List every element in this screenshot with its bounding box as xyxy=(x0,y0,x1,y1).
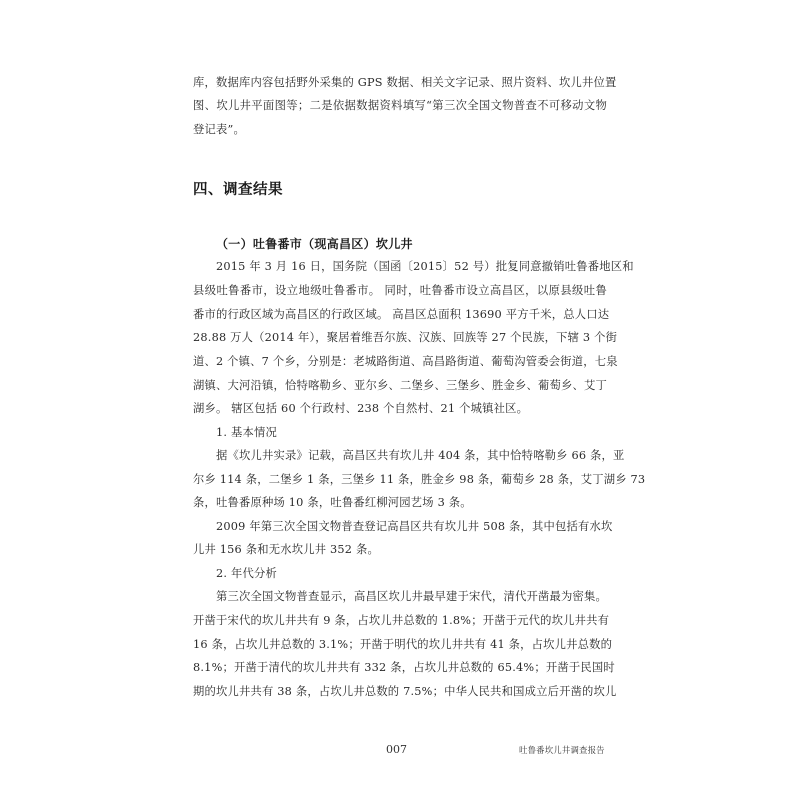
body-text-line: 16 条，占坎儿井总数的 3.1%；开凿于明代的坎儿井共有 41 条，占坎儿井总数的 xyxy=(193,638,613,651)
subsection-heading: （一）吐鲁番市（现高昌区）坎儿井 xyxy=(216,237,413,251)
page-number: 007 xyxy=(386,743,407,756)
section-heading: 四、调查结果 xyxy=(193,182,283,198)
body-text-line: 县级吐鲁番市，设立地级吐鲁番市。 同时，吐鲁番市设立高昌区，以原县级吐鲁 xyxy=(193,284,607,297)
body-text-line: 8.1%；开凿于清代的坎儿井共有 332 条，占坎儿井总数的 65.4%；开凿于民国时 xyxy=(193,661,615,674)
body-text-line: 28.88 万人（2014 年），聚居着维吾尔族、汉族、回族等 27 个民族，下辖 3 个街 xyxy=(193,331,618,344)
item-heading: 2. 年代分析 xyxy=(216,567,277,580)
body-text-line: 开凿于宋代的坎儿井共有 9 条，占坎儿井总数的 1.8%；开凿于元代的坎儿井共有 xyxy=(193,614,610,627)
item-heading: 1. 基本情况 xyxy=(216,426,277,439)
body-text-line: 儿井 156 条和无水坎儿井 352 条。 xyxy=(193,543,379,556)
body-text-line: 登记表”。 xyxy=(193,123,245,136)
running-footer-title: 吐鲁番坎儿井调查报告 xyxy=(519,745,605,755)
body-text-line: 尔乡 114 条，二堡乡 1 条，三堡乡 11 条，胜金乡 98 条，葡萄乡 28 条，艾丁湖乡 73 xyxy=(193,473,646,486)
body-text-line: 2009 年第三次全国文物普查登记高昌区共有坎儿井 508 条，其中包括有水坎 xyxy=(216,520,613,533)
body-text-line: 第三次全国文物普查显示，高昌区坎儿井最早建于宋代，清代开凿最为密集。 xyxy=(216,590,607,603)
body-text-line: 湖镇、大河沿镇，恰特喀勒乡、亚尔乡、二堡乡、三堡乡、胜金乡、葡萄乡、艾丁 xyxy=(193,379,607,392)
body-text-line: 期的坎儿井共有 38 条，占坎儿井总数的 7.5%；中华人民共和国成立后开凿的坎儿 xyxy=(193,685,617,698)
body-text-line: 道、2 个镇、7 个乡，分别是：老城路街道、高昌路街道、葡萄沟管委会街道，七泉 xyxy=(193,355,618,368)
body-text-line: 据《坎儿井实录》记载，高昌区共有坎儿井 404 条，其中恰特喀勒乡 66 条，亚 xyxy=(216,449,625,462)
body-text-line: 条，吐鲁番原种场 10 条，吐鲁番红柳河园艺场 3 条。 xyxy=(193,496,472,509)
body-text-line: 2015 年 3 月 16 日，国务院（国函〔2015〕52 号）批复同意撤销吐鲁番地区和 xyxy=(216,260,634,273)
body-text-line: 湖乡。 辖区包括 60 个行政村、238 个自然村、21 个城镇社区。 xyxy=(193,402,529,415)
body-text-line: 图、坎儿井平面图等；二是依据数据资料填写“第三次全国文物普查不可移动文物 xyxy=(193,99,607,112)
body-text-line: 番市的行政区域为高昌区的行政区域。 高昌区总面积 13690 平方千米，总人口达 xyxy=(193,308,610,321)
body-text-line: 库，数据库内容包括野外采集的 GPS 数据、相关文字记录、照片资料、坎儿井位置 xyxy=(193,76,617,89)
